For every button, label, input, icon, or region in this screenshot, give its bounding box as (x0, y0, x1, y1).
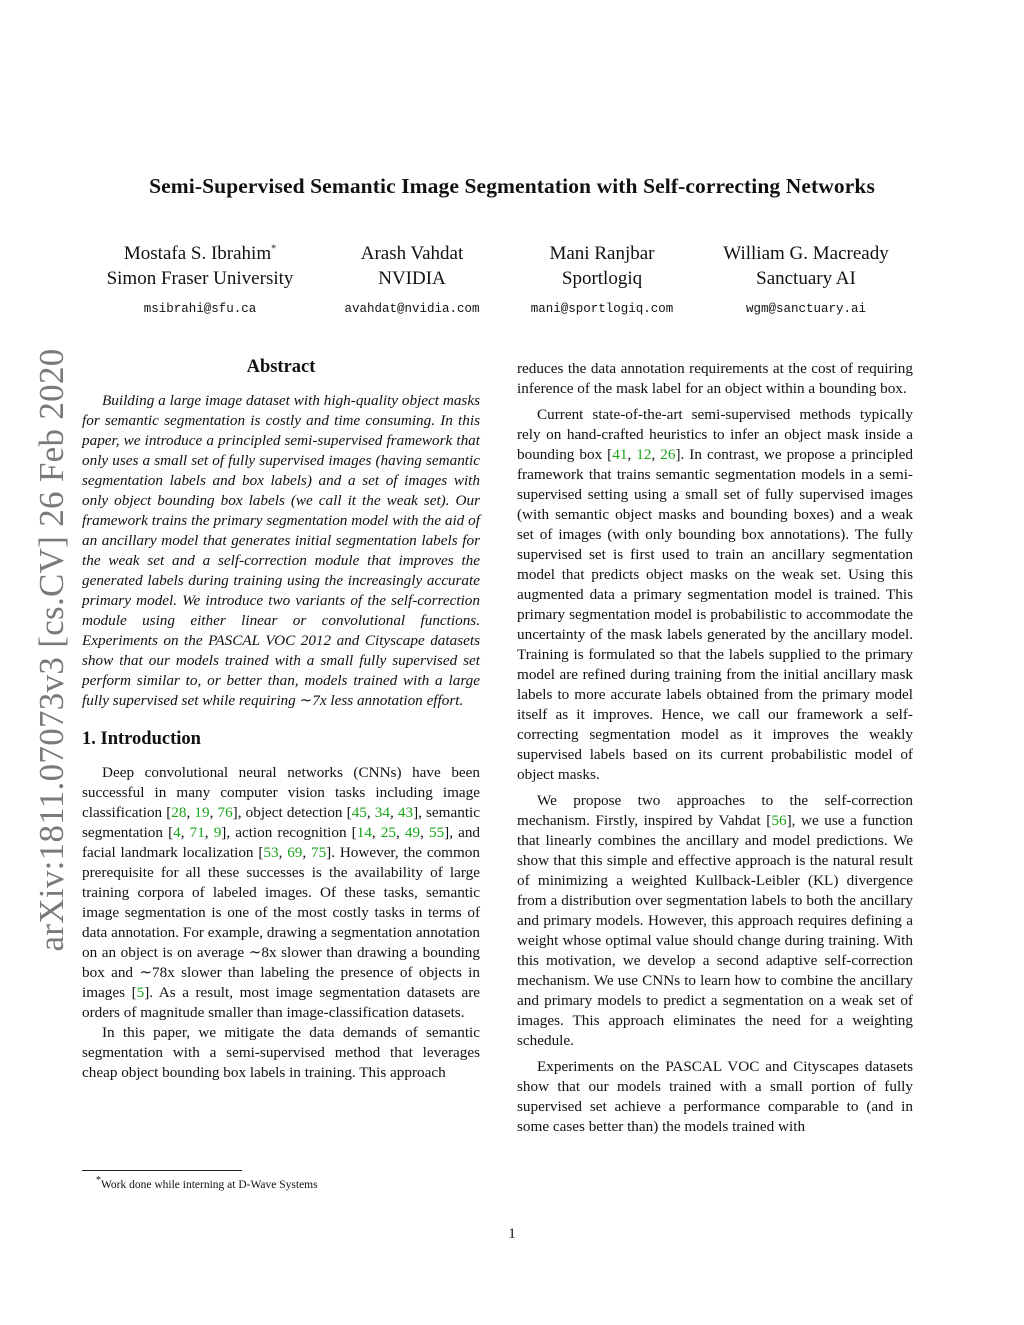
citation-link[interactable]: 4 (173, 824, 181, 841)
abstract-text: Building a large image dataset with high-quality object masks for semantic segmentation is costly and time consuming. In this paper, we introduce a principled semi-supervised framework that only uses a small set of fully supervised images (having semantic segmentation labels and box labels) and a set of images with only object bounding box labels (we call it the weak set). Our framework trains the primary segmentation model with the aid of an ancillary model that generates initial segmentation labels for the weak set and a self-correction module that improves the generated labels during training using the increasingly accurate primary model. We introduce two variants of the self-correction module using either linear or convolutional functions. Experiments on the PASCAL VOC 2012 and Cityscape datasets show that our models trained with a small fully supervised set perform similar to, or better than, models trained with a large fully supervised set while requiring ∼7x less annotation effort. (82, 392, 480, 709)
abstract-heading: Abstract (246, 357, 316, 377)
citation-link[interactable]: 9 (213, 824, 222, 841)
citation-link[interactable]: 45 (351, 804, 367, 821)
citation-link[interactable]: 43 (397, 804, 414, 821)
citation-link[interactable]: 49 (404, 824, 421, 841)
author-affiliation: Simon Fraser University (106, 268, 294, 289)
citation-link[interactable]: 25 (380, 824, 396, 841)
intro-paragraph-3: Current state-of-the-art semi-supervised methods typically rely on hand-crafted heuristics to infer an object mask inside a bounding box [41, 12, 26]. In contrast, we propose a principled framework that trains semantic segmentation models in a semi-supervised setting using a small set of fully supervised images (with semantic object masks and bounding boxes) and a weak set of images (with only bounding box annotations). The fully supervised set is first used to train an ancillary segmentation model that predicts object masks on the weak set. Using this augmented data a primary segmentation model is trained. This primary segmentation model is probabilistic to accommodate the uncertainty of the mask labels generated by the ancillary model. Training is formulated so that the labels supplied to the primary model are refined during training from the initial ancillary mask labels to more accurate labels obtained from the primary model itself as it improves. Hence, we call our framework a self-correcting segmentation model as it improves the weakly supervised labels based on its current probabilistic model of object masks. (517, 406, 913, 783)
citation-link[interactable]: 56 (771, 812, 787, 829)
citation-link[interactable]: 5 (136, 984, 145, 1001)
intro-paragraph-4: We propose two approaches to the self-correction mechanism. Firstly, inspired by Vahdat [56], we use a function that linearly combines the ancillary and model predictions. We show that this simple and effective approach is the natural result of minimizing a weighted Kullback-Leibler (KL) divergence from a distribution over segmentation labels to both the ancillary and primary models. However, this approach requires defining a weight whose optimal value should change during training. With this motivation, we develop a second adaptive self-correction mechanism. We use CNNs to learn how to combine the ancillary and primary models to predict a segmentation on a weak set of images. This approach eliminates the need for a weighting schedule. (517, 792, 914, 1049)
author-affiliation: Sanctuary AI (756, 268, 856, 289)
footnote-text: Work done while interning at D-Wave Systems (101, 1179, 318, 1191)
citation-link[interactable]: 26 (660, 446, 676, 463)
author-affiliation: NVIDIA (378, 268, 446, 289)
citation-link[interactable]: 41 (612, 446, 628, 463)
author-email[interactable]: msibrahi@sfu.ca (143, 302, 257, 316)
author-email[interactable]: avahdat@nvidia.com (344, 302, 480, 316)
author-name: Mani Ranjbar (549, 243, 655, 264)
author-footnote-mark: * (271, 243, 277, 255)
right-column (517, 359, 913, 1137)
citation-link[interactable]: 55 (428, 824, 445, 841)
citation-link[interactable]: 69 (287, 844, 303, 861)
author-email[interactable]: mani@sportlogiq.com (530, 302, 674, 316)
citation-link[interactable]: 71 (189, 824, 205, 841)
intro-paragraph-5: Experiments on the PASCAL VOC and Cityscapes datasets show that our models trained with a small portion of fully supervised set achieve a performance comparable to (and in some cases better than) the models trained with (517, 1058, 913, 1135)
page-number: 1 (508, 1226, 516, 1242)
author-affiliation: Sportlogiq (561, 268, 643, 289)
citation-link[interactable]: 19 (194, 804, 210, 821)
citation-link[interactable]: 14 (356, 824, 372, 841)
paper-title: Semi-Supervised Semantic Image Segmentation with Self-correcting Networks (149, 174, 875, 198)
intro-paragraph-2: In this paper, we mitigate the data demands of semantic segmentation with a semi-supervised method that leverages cheap object bounding box labels in training. This approach (82, 1024, 480, 1081)
author-name: Arash Vahdat (360, 243, 464, 264)
footnote (96, 1175, 318, 1191)
citation-link[interactable]: 76 (217, 804, 233, 821)
author-name: William G. Macready (723, 243, 889, 264)
citation-link[interactable]: 34 (374, 804, 390, 821)
author-email[interactable]: wgm@sanctuary.ai (745, 302, 867, 316)
footnote-rule (82, 1170, 242, 1171)
intro-paragraph-1: Deep convolutional neural networks (CNNs) have been successful in many computer vision tasks including image classification [28, 19, 76], object detection [45, 34, 43], semantic segmentation [4, 71, 9], action recognition [14, 25, 49, 55], and facial landmark localization [53, 69, 75]. However, the common prerequisite for all these successes is the availability of large training corpora of labeled images. Of these tasks, semantic image segmentation is one of the most costly tasks in terms of data annotation. For example, drawing a segmentation annotation on an object is on average ∼8x slower than drawing a bounding box and ∼78x slower than labeling the presence of objects in images [5]. As a result, most image segmentation datasets are orders of magnitude smaller than image-classification datasets. (82, 764, 481, 1021)
section-heading-introduction: 1. Introduction (82, 729, 201, 749)
citation-link[interactable]: 28 (171, 804, 187, 821)
citation-link[interactable]: 75 (310, 844, 327, 861)
left-column (82, 357, 480, 1083)
arxiv-stamp: arXiv:1811.07073v3 [cs.CV] 26 Feb 2020 (32, 348, 71, 952)
citation-link[interactable]: 12 (636, 446, 652, 463)
citation-link[interactable]: 53 (263, 844, 279, 861)
footnote-mark: * (96, 1175, 101, 1187)
author-name: Mostafa S. Ibrahim* (123, 243, 277, 264)
intro-paragraph-2-continued: reduces the data annotation requirements at the cost of requiring inference of the mask label for an object within a bounding box. (517, 360, 913, 397)
